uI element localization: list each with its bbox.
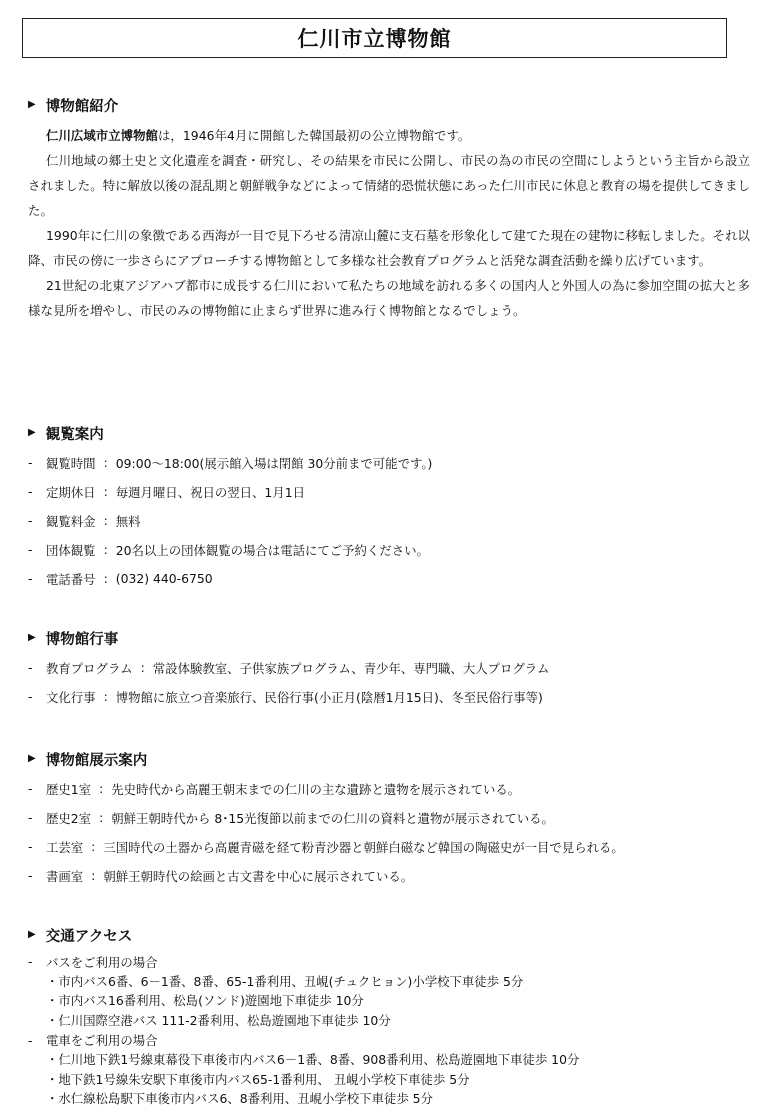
train-title: - 電車をご利用の場合 [28,1032,158,1049]
triangle-icon: ▶ [28,426,36,438]
triangle-icon: ▶ [28,631,36,643]
guide-section [28,422,750,593]
intro-heading: ▶ 博物館紹介 [28,98,119,115]
triangle-icon: ▶ [28,98,36,110]
exhibits-heading: ▶ 博物館展示案内 [28,752,148,769]
train-route: ・仁川地下鉄1号線東幕役下車後市内バス6－1番、8番、908番利用、松島遊園地下車徒歩 10分 [46,1051,580,1067]
events-heading: ▶ 博物館行事 [28,631,119,648]
bus-title: - バスをご利用の場合 [28,954,158,970]
museum-name: 仁川広域市立博物館 [46,128,158,143]
bus-route: ・市内バス16番利用、松島(ソンド)遊園地下車徒歩 10分 [46,993,364,1009]
bus-route: ・市内バス6番、6－1番、8番、65-1番利用、丑峴(チュクヒョン)小学校下車徒歩 5分 [46,973,524,989]
guide-item: - 電話番号 : (032) 440-6750 [28,571,213,587]
guide-item: - 定期休日 : 毎週月曜日、祝日の翌日、1月1日 [28,484,305,500]
train-route: ・地下鉄1号線朱安駅下車後市内バス65-1番利用、 丑峴小学校下車徒歩 5分 [46,1071,470,1087]
triangle-icon: ▶ [28,928,36,940]
bus-route: ・仁川国際空港バス 111-2番利用、松島遊園地下車徒歩 10分 [46,1012,391,1028]
intro-paragraph-2: 仁川地域の郷土史と文化遺産を調査・研究し、その結果を市民に公開し、市民の為の市民の空間にしようという主旨から設立されました。特に解放以後の混乱期と朝鮮戦争などによって情緒的恐慌状態にあった仁川市民に休息と教育の場を提供してきました。 [28,153,750,218]
events-item: - 教育プログラム : 常設体験教室、子供家族プログラム、青少年、専門職、大人プログラム [28,660,550,676]
guide-heading: ▶ 観覧案内 [28,426,104,443]
exhibits-item: - 歴史2室 : 朝鮮王朝時代から 8･15光復節以前までの仁川の資料と遺物が展示されている。 [28,810,554,826]
guide-item: - 観覧料金 : 無料 [28,513,141,529]
exhibits-item: - 書画室 : 朝鮮王朝時代の絵画と古文書を中心に展示されている。 [28,868,414,884]
train-route: ・水仁線松島駅下車後市内バス6、8番利用、丑峴小学校下車徒歩 5分 [46,1091,433,1107]
intro-paragraph-3: 1990年に仁川の象徴である西海が一目で見下ろせる清凉山麓に支石墓を形象化して建てた現在の建物に移転しました。それ以降、市民の傍に一歩さらにアプローチする博物館として多様な社会教育プログラムと活発な調査活動を繰り広げています。 [28,228,750,268]
intro-paragraph-1: 仁川広域市立博物館は，1946年4月に開館した韓国最初の公立博物館です。 [46,128,471,143]
exhibits-section [28,748,750,890]
events-item: - 文化行事 : 博物館に旅立つ音楽旅行、民俗行事(小正月(陰暦1月15日)、冬至民俗行事等) [28,689,543,705]
exhibits-item: - 歴史1室 : 先史時代から高麗王朝末までの仁川の主な遺跡と遺物を展示されている。 [28,781,521,797]
events-section [28,627,750,711]
page-title: 仁川市立博物館 [22,18,727,58]
access-section [28,924,750,1109]
guide-item: - 団体観覧 : 20名以上の団体観覧の場合は電話にてご予約ください。 [28,542,429,558]
triangle-icon: ▶ [28,752,36,764]
intro-section [28,94,750,323]
guide-item: - 観覧時間 : 09:00～18:00(展示館入場は閉館 30分前まで可能です。) [28,455,433,471]
intro-paragraph-4: 21世紀の北東アジアハブ都市に成長する仁川において私たちの地域を訪れる多くの国内人と外国人の為に参加空間の拡大と多様な見所を増やし、市民のみの博物館に止まらず世界に進み行く博物館となるでしょう。 [28,278,750,318]
access-heading: ▶ 交通アクセス [28,928,133,945]
exhibits-item: - 工芸室 : 三国時代の土器から高麗青磁を経て粉青沙器と朝鮮白磁など韓国の陶磁史が一目で見られる。 [28,839,624,855]
